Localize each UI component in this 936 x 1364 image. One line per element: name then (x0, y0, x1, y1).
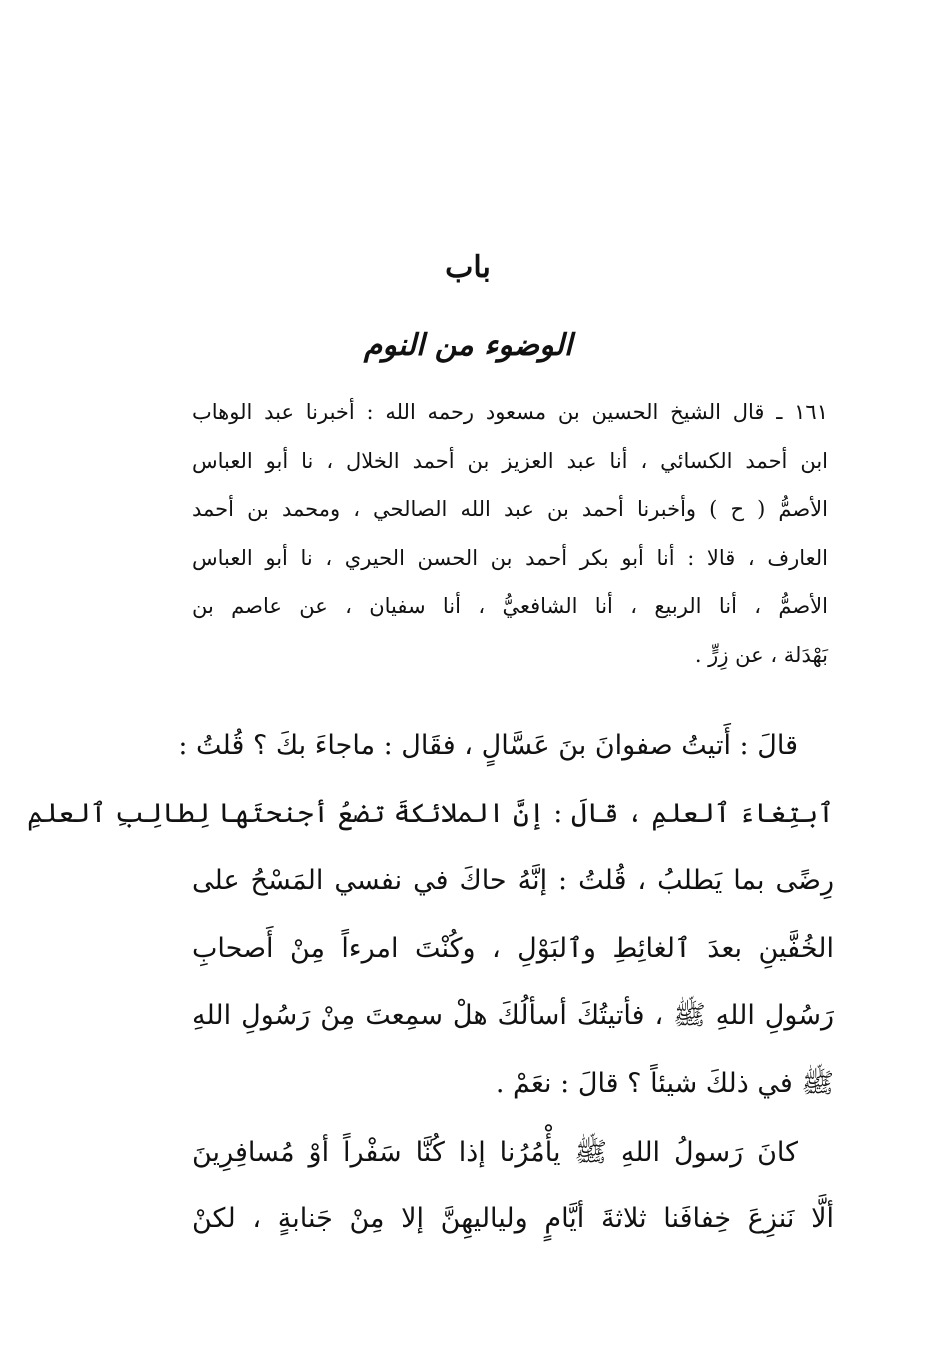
hadith-line: ٱبتِغاءَ ٱلعلمِ ، قالَ : إنَّ الملائكةَ تضعُ أجنحتَها لِطالِبِ ٱلعلمِ (27, 797, 834, 829)
hadith-line: رَسُولِ اللهِ ﷺ ، فأتيتُكَ أسألُكَ هلْ سمِعتَ مِنْ رَسُولِ اللهِ (192, 1000, 834, 1031)
hadith-line: الخُفَّينِ بعدَ ٱلغائِطِ وٱلبَوْلِ ، وكُنْتَ امرءاً مِنْ أَصحابِ (192, 932, 834, 964)
hadith-line: قالَ : أَتيتُ صفوانَ بنَ عَسَّالٍ ، فقَال : ماجاءَ بكَ ؟ قُلتُ : (178, 730, 798, 761)
isnad-paragraph (192, 388, 828, 679)
hadith-line: رِضًى بما يَطلبُ ، قُلتُ : إنَّهُ حاكَ في نفسي المَسْحُ على (192, 865, 834, 896)
hadith-text-paragraph-2 (192, 1120, 834, 1252)
chapter-heading: باب (445, 250, 491, 285)
isnad-line: بَهْدَلة ، عن زِرٍّ . (694, 642, 828, 667)
hadith-line: ألَّا نَنزِعَ خِفافَنا ثلاثةَ أيَّامٍ ولياليهِنَّ إلا مِنْ جَنابةٍ ، لكنْ (192, 1203, 834, 1234)
hadith-line: كانَ رَسولُ اللهِ ﷺ يأْمُرُنا إذا كُنَّا سَفْراً أوْ مُسافِرِينَ (192, 1137, 798, 1168)
isnad-line: ابن أحمد الكسائي ، أنا عبد العزيز بن أحمد الخلال ، نا أبو العباس (192, 448, 828, 473)
isnad-line: العارف ، قالا : أنا أبو بكر أحمد بن الحسن الحيري ، نا أبو العباس (192, 545, 828, 570)
chapter-title: الوضوء من النوم (363, 328, 573, 363)
hadith-text-paragraph (27, 712, 834, 1117)
isnad-line: ١٦١ ـ قال الشيخ الحسين بن مسعود رحمه الله : أخبرنا عبد الوهاب (192, 400, 828, 424)
isnad-line: الأصمُّ ، أنا الربيع ، أنا الشافعيُّ ، أنا سفيان ، عن عاصم بن (192, 594, 828, 618)
hadith-line: ﷺ في ذلكَ شيئاً ؟ قالَ : نعَمْ . (495, 1067, 834, 1099)
isnad-line: الأصمُّ ( ح ) وأخبرنا أحمد بن عبد الله الصالحي ، ومحمد بن أحمد (192, 497, 828, 521)
